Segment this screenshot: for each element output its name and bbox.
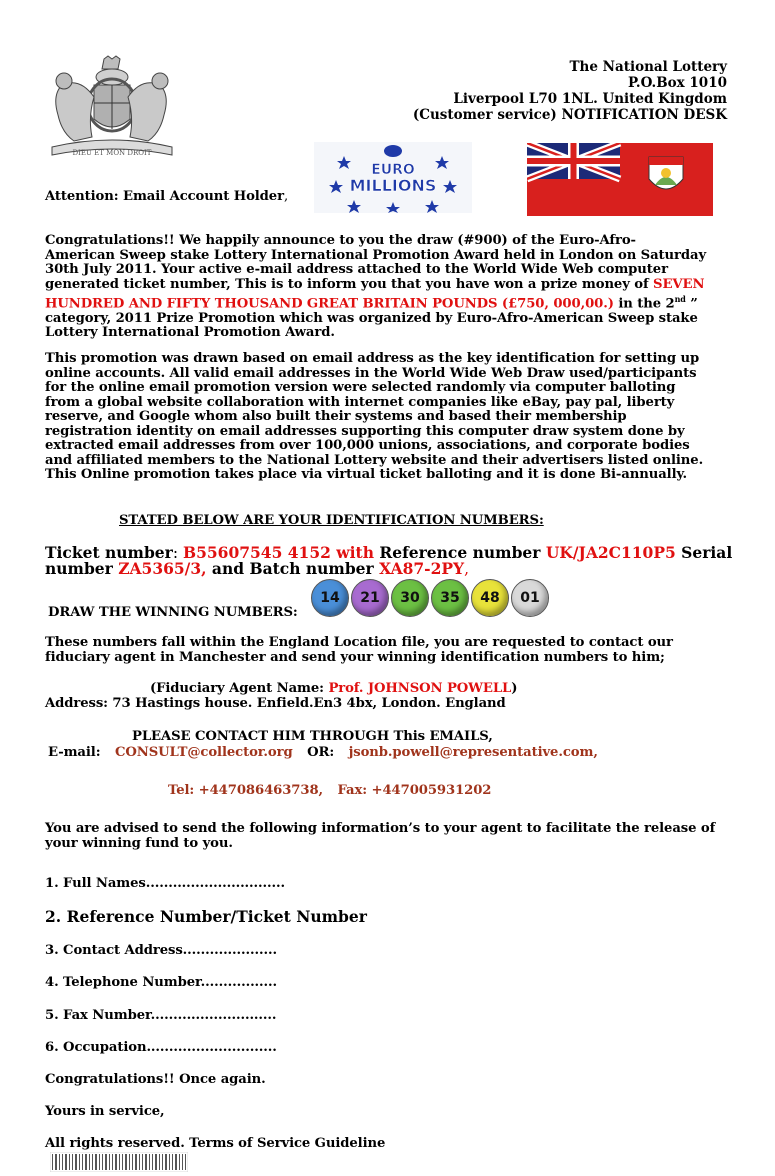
org-name: The National Lottery — [569, 59, 727, 75]
para2-line: from a global website collaboration with internet companies like eBay, pay pal, liberty — [45, 394, 675, 410]
barcode-image — [50, 1152, 188, 1172]
announcement-paragraph — [45, 234, 725, 341]
serial-number: ZA5365/3, — [118, 559, 207, 578]
ticket-line-2 — [45, 561, 735, 577]
ordinal-suffix: nd — [674, 294, 686, 304]
para3-line-2: fiduciary agent in Manchester and send your winning identification numbers to him; — [45, 649, 665, 665]
logo-text-euro: EURO — [371, 162, 415, 178]
lottery-ball: 14 — [311, 579, 349, 617]
agent-address: Address: 73 Hastings house. Enfield.En3 4bx, London. England — [45, 696, 506, 711]
prize-amount-part1: SEVEN — [653, 276, 705, 292]
lottery-address-block — [413, 59, 727, 123]
para1-line-5-text: in the 2 — [613, 296, 675, 312]
para1-line-1: Congratulations!! We happily announce to you the draw (#900) of the Euro-Afro- — [45, 233, 636, 248]
logo-text-millions: MILLIONS — [349, 176, 437, 195]
info-list-item-4: 4. Telephone Number................. — [45, 975, 278, 990]
info-list-item-1: 1. Full Names............................... — [45, 876, 285, 891]
lottery-balls — [311, 579, 551, 617]
or-label: OR: — [307, 745, 335, 760]
ticket-label: Ticket number — [45, 543, 173, 562]
info-list-item-2: 2. Reference Number/Ticket Number — [45, 907, 367, 926]
para1-line-3: 30th July 2011. Your active e-mail address attached to the World Wide Web computer — [45, 262, 668, 277]
para2-line: and affiliated members to the National Lottery website and their advertisers listed online. — [45, 452, 704, 468]
para3-line-1: These numbers fall within the England Location file, you are requested to contact our — [45, 635, 673, 650]
ticket-block — [45, 545, 735, 577]
serial-label-2: number — [45, 559, 119, 578]
advise-line-2: your winning fund to you. — [45, 835, 233, 851]
email-label: E-mail: — [48, 745, 101, 760]
serial-label: Serial — [675, 543, 733, 562]
identification-heading: STATED BELOW ARE YOUR IDENTIFICATION NUMBERS: — [119, 513, 544, 528]
ticket-colon: : — [172, 544, 183, 562]
fax-number: Fax: +447005931202 — [337, 783, 492, 798]
para1-quote: ” — [685, 296, 698, 312]
po-box: P.O.Box 1010 — [627, 75, 727, 91]
contact-heading: PLEASE CONTACT HIM THROUGH This EMAILS, — [132, 729, 493, 744]
advise-paragraph — [45, 822, 735, 851]
para2-line: registration identity on email addresses supporting this computer draw system done by — [45, 423, 685, 439]
city-line: Liverpool L70 1NL. United Kingdom — [453, 91, 727, 107]
desk-line: (Customer service) NOTIFICATION DESK — [412, 107, 727, 123]
para2-line: for the online email promotion version were selected randomly via computer balloting — [45, 380, 676, 395]
para2-line: This promotion was drawn based on email address as the key identification for setting up — [45, 351, 700, 366]
lottery-ball: 30 — [391, 579, 429, 617]
telephone-number: Tel: +447086463738, — [168, 783, 324, 798]
email-comma: , — [593, 745, 598, 760]
attention-line — [45, 190, 288, 205]
crest-motto: DIEU ET MON DROIT — [72, 149, 152, 157]
attention-comma: , — [283, 189, 289, 204]
lottery-ball: 01 — [511, 579, 549, 617]
email-link-1[interactable]: CONSULT@collector.org — [114, 745, 293, 760]
batch-number: XA87-2PY — [379, 559, 465, 578]
agent-label: (Fiduciary Agent Name: — [150, 681, 329, 696]
info-list-item-6: 6. Occupation............................. — [45, 1040, 277, 1055]
red-ensign-flag-image — [527, 143, 713, 216]
advise-line-1: You are advised to send the following information’s to your agent to facilitate the release of — [45, 821, 716, 836]
location-paragraph — [45, 636, 735, 665]
batch-comma: , — [464, 560, 470, 578]
info-list-item-3: 3. Contact Address..................... — [45, 943, 277, 958]
draw-label: DRAW THE WINNING NUMBERS: — [48, 605, 298, 620]
reference-label: Reference number — [373, 543, 546, 562]
batch-label: and Batch number — [206, 559, 380, 578]
para1-line-7: Lottery International Promotion Award. — [45, 325, 335, 341]
yours-in-service: Yours in service, — [45, 1104, 165, 1119]
reference-number: UK/JA2C110P5 — [545, 543, 676, 562]
info-list-item-5: 5. Fax Number............................ — [45, 1008, 277, 1023]
email-line — [48, 746, 598, 761]
prize-amount-part2: HUNDRED AND FIFTY THOUSAND GREAT BRITAIN POUNDS (£750, 000,00.) — [45, 296, 614, 312]
para2-line: online accounts. All valid email addresses in the World Wide Web Draw used/participants — [45, 365, 697, 381]
rights-line: All rights reserved. Terms of Service Guideline — [45, 1136, 386, 1151]
agent-name-line — [150, 682, 517, 697]
agent-name: Prof. JOHNSON POWELL — [328, 681, 512, 696]
lottery-ball: 21 — [351, 579, 389, 617]
lottery-ball: 35 — [431, 579, 469, 617]
lottery-ball: 48 — [471, 579, 509, 617]
para1-line-5 — [45, 292, 725, 312]
para1-line-4-text: generated ticket number, This is to inform you that you have won a prize money of — [45, 276, 654, 292]
email-link-2[interactable]: jsonb.powell@representative.com — [348, 745, 594, 760]
euro-millions-logo — [314, 142, 472, 213]
phone-line — [168, 784, 491, 799]
ticket-number: B55607545 4152 with — [182, 543, 374, 562]
promotion-paragraph — [45, 352, 735, 483]
para1-line-6: category, 2011 Prize Promotion which was organized by Euro-Afro-American Sweep stake — [45, 310, 698, 326]
para1-line-4 — [45, 278, 725, 293]
para2-line: extracted email addresses from over 100,000 unions, associations, and corporate bodies — [45, 438, 690, 453]
agent-close: ) — [511, 681, 518, 696]
para1-line-2: American Sweep stake Lottery International Promotion Award held in London on Saturday — [45, 247, 707, 263]
attention-text: Attention: Email Account Holder — [45, 189, 284, 204]
congrats-again: Congratulations!! Once again. — [45, 1072, 266, 1087]
royal-crest-image — [42, 55, 182, 161]
para2-line: reserve, and Google whom also built their systems and based their membership — [45, 409, 627, 424]
para2-line: This Online promotion takes place via virtual ticket balloting and it is done Bi-annually. — [45, 467, 688, 482]
